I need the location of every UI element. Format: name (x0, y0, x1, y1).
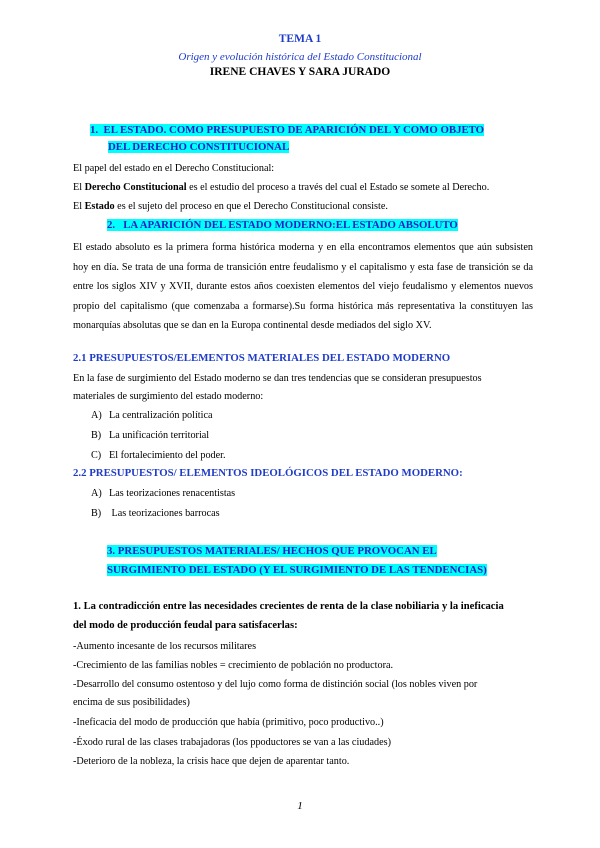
section1-heading (90, 122, 530, 156)
bullet-line: -Deterioro de la nobleza, la crisis hace que dejen de aparentar tanto. (73, 756, 350, 767)
document-subtitle: Origen y evolución histórica del Estado Constitucional (178, 51, 422, 63)
list-item-letter: B) (91, 430, 102, 441)
section3-title-line1: 3. PRESUPUESTOS MATERIALES/ HECHOS QUE PROVOCAN EL (107, 545, 437, 557)
list-item (91, 488, 235, 499)
section3-title-line2: SURGIMIENTO DEL ESTADO (Y EL SURGIMIENTO DE LAS TENDENCIAS) (107, 564, 487, 576)
section1-definition-law (73, 182, 489, 193)
section2-number: 2. (107, 219, 116, 231)
section2-heading (107, 217, 458, 234)
section1-intro: El papel del estado en el Derecho Constitucional: (73, 163, 275, 174)
section2-title: LA APARICIÓN DEL ESTADO MODERNO:EL ESTADO ABSOLUTO (123, 219, 458, 231)
def2-term: Estado (84, 201, 115, 212)
list-item-text: Las teorizaciones barrocas (109, 508, 220, 519)
section3-point-line2: del modo de producción feudal para satisfacerlas: (73, 620, 298, 631)
list-item (91, 430, 209, 441)
section1-number: 1. (90, 124, 99, 136)
document-title: TEMA 1 (278, 33, 322, 45)
section1-title-line1: EL ESTADO. COMO PRESUPUESTO DE APARICIÓN DEL Y COMO OBJETO (103, 124, 485, 136)
bullet-line: encima de sus posibilidades) (73, 697, 190, 708)
section3-heading (107, 542, 487, 580)
list-item-letter: B) (91, 508, 102, 519)
section3-point-line1: 1. La contradicción entre las necesidades crecientes de renta de la clase nobiliaria y la ineficacia (73, 601, 504, 612)
list-item-letter: C) (91, 450, 102, 461)
document-authors: IRENE CHAVES Y SARA JURADO (209, 66, 391, 78)
section1-definition-state (73, 201, 388, 212)
list-item-letter: A) (91, 410, 102, 421)
def1-term: Derecho Constitucional (84, 182, 187, 193)
bullet-line: -Ineficacia del modo de producción que había (primitivo, poco productivo..) (73, 717, 384, 728)
section1-title-line2: DEL DERECHO CONSTITUCIONAL (108, 141, 290, 153)
def1-prefix: El (73, 182, 85, 193)
def2-text: es el sujeto del proceso en que el Derecho Constitucional consiste. (114, 201, 388, 212)
bullet-line: -Aumento incesante de los recursos militares (73, 641, 257, 652)
bullet-line: -Crecimiento de las familias nobles = crecimiento de población no productora. (73, 660, 394, 671)
section21-heading: 2.1 PRESUPUESTOS/ELEMENTOS MATERIALES DEL ESTADO MODERNO (73, 352, 451, 364)
bullet-line: -Éxodo rural de las clases trabajadoras (los ppoductores se van a las ciudades) (73, 737, 391, 748)
list-item (91, 508, 220, 519)
page-number: 1 (297, 800, 303, 812)
list-item-text: La centralización política (109, 410, 213, 421)
bullet-line: -Desarrollo del consumo ostentoso y del lujo como forma de distinción social (los nobles viven por (73, 679, 478, 690)
list-item-text: La unificación territorial (109, 430, 210, 441)
def1-text: es el estudio del proceso a través del cual el Estado se somete al Derecho. (186, 182, 490, 193)
section21-intro-line1: En la fase de surgimiento del Estado moderno se dan tres tendencias que se consideran presupuestos (73, 373, 482, 384)
list-item (91, 410, 213, 421)
list-item-text: Las teorizaciones renacentistas (109, 488, 236, 499)
section2-paragraph: El estado absoluto es la primera forma histórica moderna y en ella encontramos elementos que aún subsisten hoy en día. Se trata de una forma de transición entre feudalismo y el capitalismo y esta fase de transición se da entre los siglos XIV y XVII, durante estos años coexisten elementos del viejo feudalismo y elementos nuevos propio del capitalismo (que comenzaba a formarse).Su forma histórica más representativa la constituyen las monarquías absolutas que se dan en la Europa continental desde mediados del siglo XV. (73, 242, 533, 332)
list-item-text: El fortalecimiento del poder. (109, 450, 226, 461)
list-item-letter: A) (91, 488, 102, 499)
section22-heading: 2.2 PRESUPUESTOS/ ELEMENTOS IDEOLÓGICOS DEL ESTADO MODERNO: (73, 467, 463, 479)
def2-prefix: El (73, 201, 85, 212)
section21-intro-line2: materiales de surgimiento del estado moderno: (73, 391, 264, 402)
list-item (91, 450, 226, 461)
